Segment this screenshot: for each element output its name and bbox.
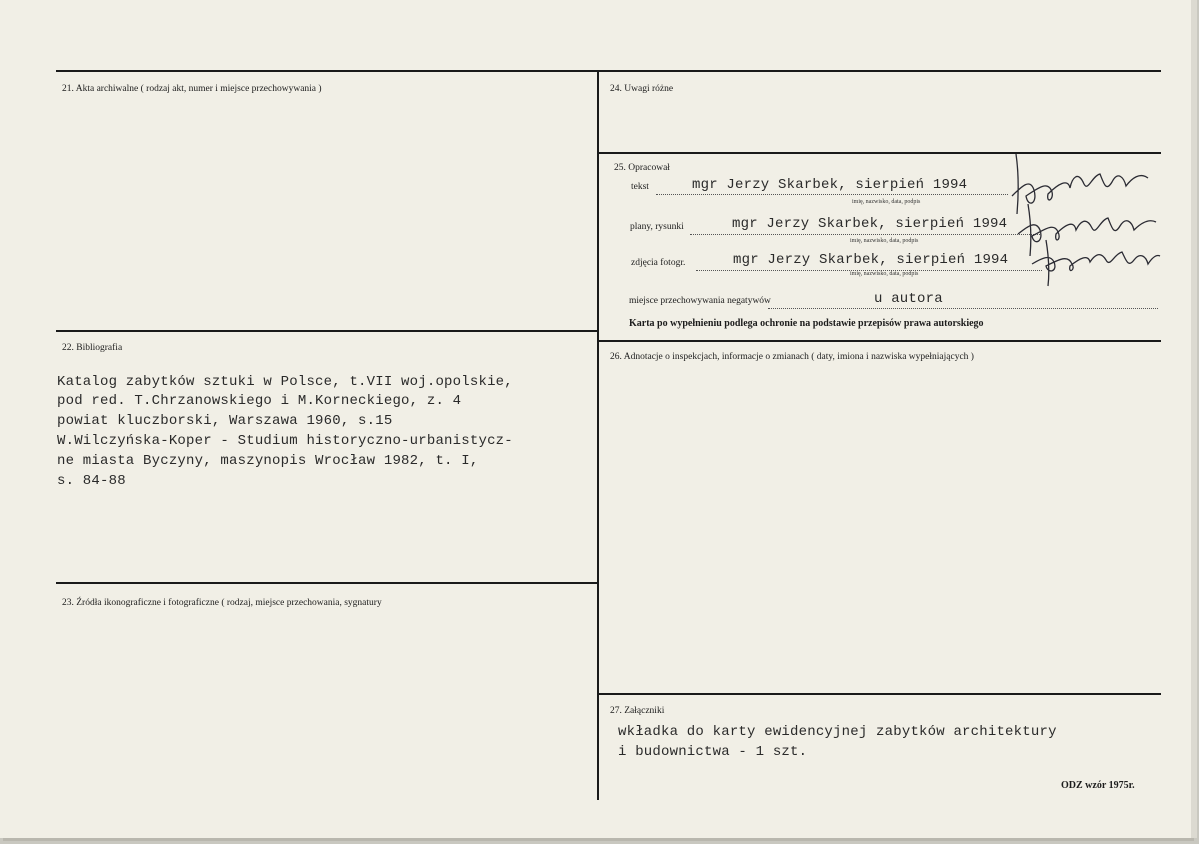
- bibliography-line: W.Wilczyńska-Koper - Studium historyczno-urbanistycz-: [57, 433, 513, 449]
- center-divider-line: [597, 70, 599, 800]
- attachment-line: i budownictwa - 1 szt.: [618, 744, 808, 760]
- plany-dotted-line: [690, 234, 1040, 235]
- section-27-label: 27. Załączniki: [610, 706, 665, 716]
- divider-26-27: [598, 693, 1161, 695]
- section-21-label: 21. Akta archiwalne ( rodzaj akt, numer i miejsce przechowywania ): [62, 84, 322, 94]
- bibliography-line: ne miasta Byczyny, maszynopis Wrocław 1982, t. I,: [57, 453, 479, 469]
- bibliography-line: pod red. T.Chrzanowskiego i M.Korneckiego, z. 4: [57, 393, 462, 409]
- divider-21-22: [56, 330, 598, 332]
- section-25-label: 25. Opracował: [614, 163, 670, 173]
- zdjecia-value: mgr Jerzy Skarbek, sierpień 1994: [733, 252, 1009, 268]
- top-border-line: [56, 70, 1161, 72]
- divider-22-23: [56, 582, 598, 584]
- bibliography-line: powiat kluczborski, Warszawa 1960, s.15: [57, 413, 393, 429]
- negatywy-value: u autora: [874, 291, 943, 307]
- divider-25-26: [598, 340, 1161, 342]
- form-id: ODZ wzór 1975r.: [1061, 780, 1135, 791]
- bibliography-line: Katalog zabytków sztuki w Polsce, t.VII woj.opolskie,: [57, 374, 513, 390]
- negatywy-label: miejsce przechowywania negatywów: [629, 296, 771, 306]
- section-26-label: 26. Adnotacje o inspekcjach, informacje o zmianach ( daty, imiona i nazwiska wypełniających ): [610, 352, 974, 362]
- signature-zdjecia: [1012, 238, 1162, 288]
- copyright-note: Karta po wypełnieniu podlega ochronie na podstawie przepisów prawa autorskiego: [629, 318, 984, 329]
- tekst-label: tekst: [631, 182, 649, 192]
- plany-value: mgr Jerzy Skarbek, sierpień 1994: [732, 216, 1008, 232]
- attachment-line: wkładka do karty ewidencyjnej zabytków architektury: [618, 724, 1057, 740]
- plany-label: plany, rysunki: [630, 222, 684, 232]
- section-22-label: 22. Bibliografia: [62, 343, 123, 353]
- zdjecia-caption: imię, nazwisko, data, podpis: [850, 271, 919, 277]
- plany-caption: imię, nazwisko, data, podpis: [850, 238, 919, 244]
- tekst-value: mgr Jerzy Skarbek, sierpień 1994: [692, 177, 968, 193]
- section-24-label: 24. Uwagi różne: [610, 84, 674, 94]
- bibliography-line: s. 84-88: [57, 473, 126, 489]
- zdjecia-label: zdjęcia fotogr.: [631, 258, 686, 268]
- negatywy-dotted-line: [768, 308, 1158, 309]
- tekst-dotted-line: [656, 194, 1008, 195]
- section-23-label: 23. Źródła ikonograficzne i fotograficzne ( rodzaj, miejsce przechowania, sygnatury: [62, 598, 382, 608]
- tekst-caption: imię, nazwisko, data, podpis: [852, 199, 921, 205]
